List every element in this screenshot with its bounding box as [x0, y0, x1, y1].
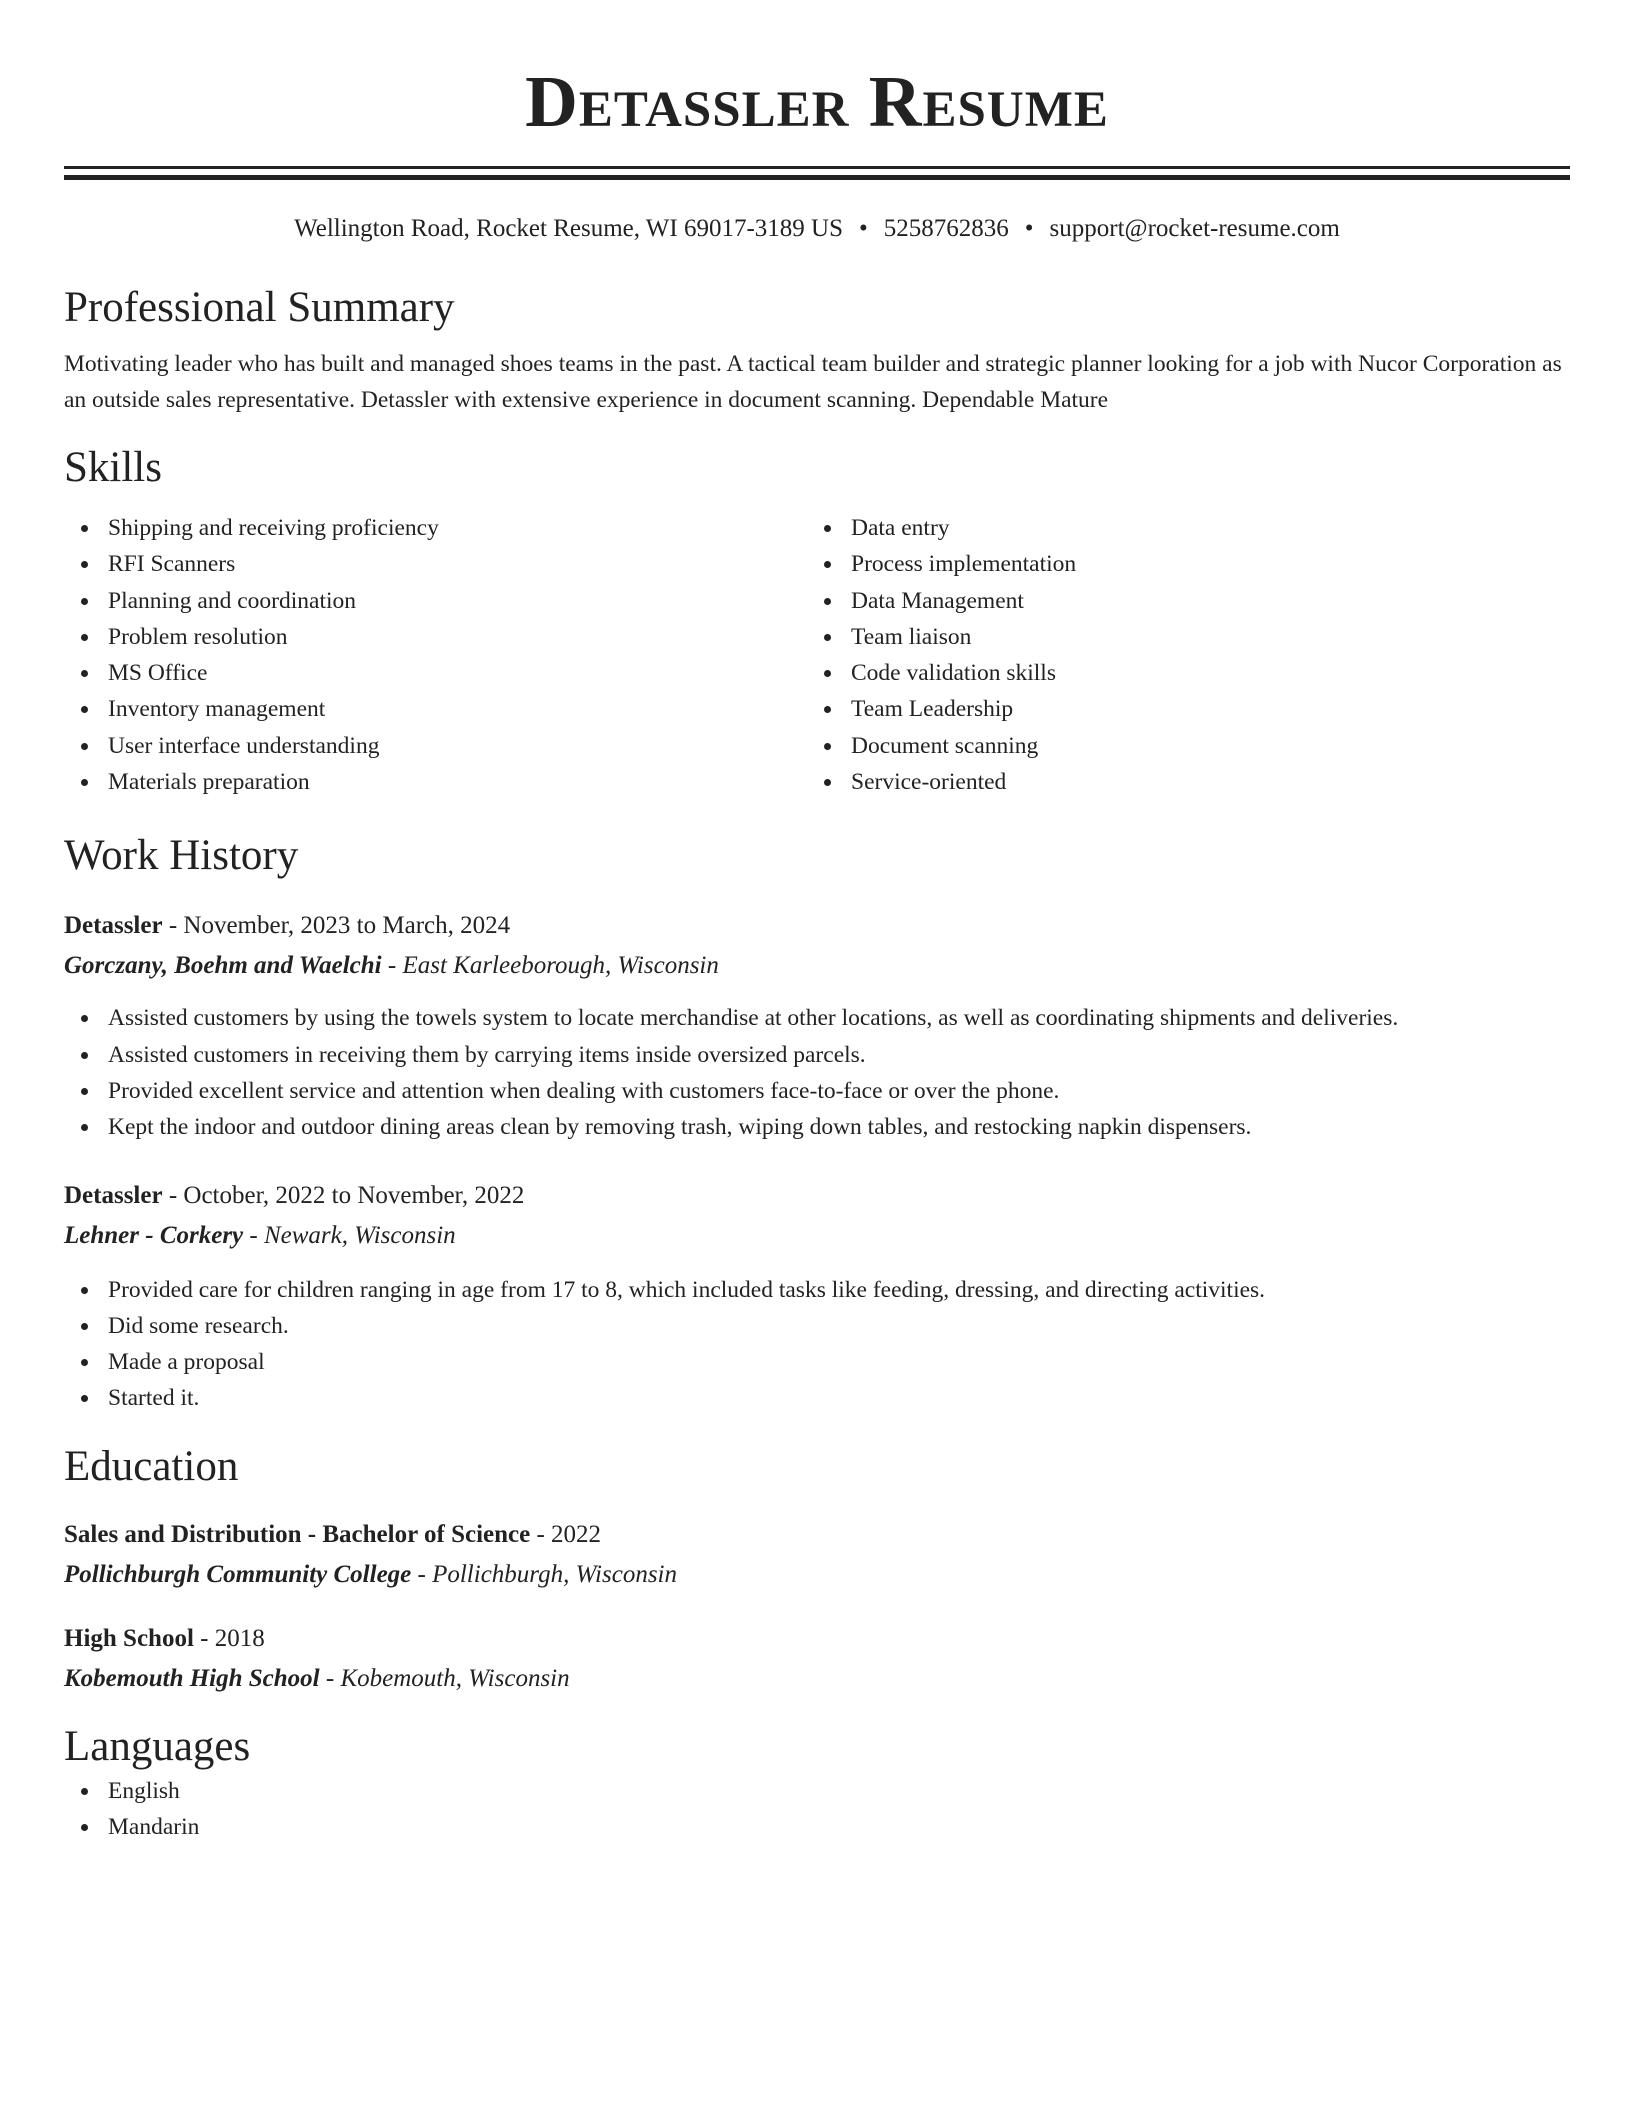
- skill-item: MS Office: [64, 655, 807, 691]
- job-duties-list: [64, 1000, 1570, 1145]
- degree-line: [64, 1621, 1570, 1657]
- job-title: Detassler: [64, 912, 163, 940]
- skills-heading: Skills: [64, 444, 162, 491]
- job-duties-list: [64, 1272, 1570, 1417]
- resume-title: Detassler Resume: [525, 61, 1109, 142]
- skill-item: Service-oriented: [807, 764, 1550, 800]
- job-entry: [64, 908, 1570, 1145]
- job-dates: - October, 2022 to November, 2022: [162, 1181, 525, 1209]
- school-line: [64, 1557, 1570, 1593]
- degree-year: - 2018: [193, 1624, 265, 1652]
- skill-item: Problem resolution: [64, 619, 807, 655]
- job-duty: Kept the indoor and outdoor dining areas clean by removing trash, wiping down tables, and restocking napkin dispensers.: [64, 1109, 1570, 1145]
- skill-item: User interface understanding: [64, 728, 807, 764]
- company-line: [64, 1218, 1570, 1254]
- skills-left-list: [64, 510, 807, 800]
- job-title: Detassler: [64, 1181, 163, 1209]
- education-entry: [64, 1621, 1570, 1697]
- resume-page: [64, 0, 1570, 1845]
- contact-phone: 5258762836: [883, 215, 1009, 242]
- contact-separator: •: [1024, 215, 1034, 242]
- language-item: Mandarin: [64, 1809, 1570, 1845]
- company-name: Lehner - Corkery: [64, 1221, 244, 1249]
- job-duty: Started it.: [64, 1380, 1570, 1416]
- skill-item: Inventory management: [64, 691, 807, 727]
- job-duty: Provided care for children ranging in age from 17 to 8, which included tasks like feeding, dressing, and directing activities.: [64, 1272, 1570, 1308]
- job-duty: Did some research.: [64, 1308, 1570, 1344]
- company-location: - Newark, Wisconsin: [243, 1221, 456, 1249]
- title-rule-bottom: [64, 175, 1570, 180]
- work-history-heading: Work History: [64, 832, 299, 880]
- skill-item: Shipping and receiving proficiency: [64, 510, 807, 546]
- skill-item: Team liaison: [807, 619, 1550, 655]
- job-duty: Assisted customers in receiving them by carrying items inside oversized parcels.: [64, 1037, 1570, 1073]
- language-item: English: [64, 1773, 1570, 1809]
- skill-item: RFI Scanners: [64, 546, 807, 582]
- skill-item: Document scanning: [807, 728, 1550, 764]
- summary-text: Motivating leader who has built and managed shoes teams in the past. A tactical team builder and strategic planner looking for a job with Nucor Corporation as an outside sales representative. Detassler with extensive experience in document scanning. Dependable Mature: [64, 351, 1562, 413]
- languages-list: [64, 1773, 1570, 1846]
- degree-name: High School: [64, 1624, 194, 1652]
- skill-item: Code validation skills: [807, 655, 1550, 691]
- contact-email: support@rocket-resume.com: [1049, 215, 1340, 242]
- skill-item: Data Management: [807, 583, 1550, 619]
- skill-item: Team Leadership: [807, 691, 1550, 727]
- job-dates: - November, 2023 to March, 2024: [162, 912, 511, 940]
- company-name: Gorczany, Boehm and Waelchi: [64, 952, 382, 980]
- contact-line: [64, 212, 1570, 246]
- degree-year: - 2022: [530, 1520, 602, 1548]
- school-location: - Pollichburgh, Wisconsin: [411, 1560, 677, 1588]
- job-title-line: [64, 1178, 1570, 1214]
- skills-right-list: [807, 510, 1550, 800]
- job-duty: Assisted customers by using the towels system to locate merchandise at other locations, as well as coordinating shipments and deliveries.: [64, 1000, 1570, 1036]
- company-location: - East Karleeborough, Wisconsin: [381, 952, 719, 980]
- school-name: Kobemouth High School: [64, 1664, 320, 1692]
- job-duty: Provided excellent service and attention when dealing with customers face-to-face or over the phone.: [64, 1073, 1570, 1109]
- job-title-line: [64, 908, 1570, 944]
- degree-name: Sales and Distribution - Bachelor of Science: [64, 1520, 531, 1548]
- languages-heading: Languages: [64, 1722, 251, 1770]
- skills-columns: [64, 510, 1570, 800]
- skill-item: Data entry: [807, 510, 1550, 546]
- school-location: - Kobemouth, Wisconsin: [319, 1664, 570, 1692]
- job-entry: [64, 1178, 1570, 1417]
- company-line: [64, 948, 1570, 984]
- skill-item: Planning and coordination: [64, 583, 807, 619]
- skill-item: Materials preparation: [64, 764, 807, 800]
- job-duty: Made a proposal: [64, 1344, 1570, 1380]
- contact-separator: •: [859, 215, 868, 242]
- summary-heading: Professional Summary: [64, 284, 455, 331]
- title-rule-top: [64, 166, 1570, 169]
- education-entry: [64, 1517, 1570, 1593]
- skill-item: Process implementation: [807, 546, 1550, 582]
- degree-line: [64, 1517, 1570, 1553]
- school-line: [64, 1661, 1570, 1697]
- school-name: Pollichburgh Community College: [64, 1560, 412, 1588]
- contact-address: Wellington Road, Rocket Resume, WI 69017-3189 US: [294, 215, 844, 242]
- education-heading: Education: [64, 1442, 239, 1490]
